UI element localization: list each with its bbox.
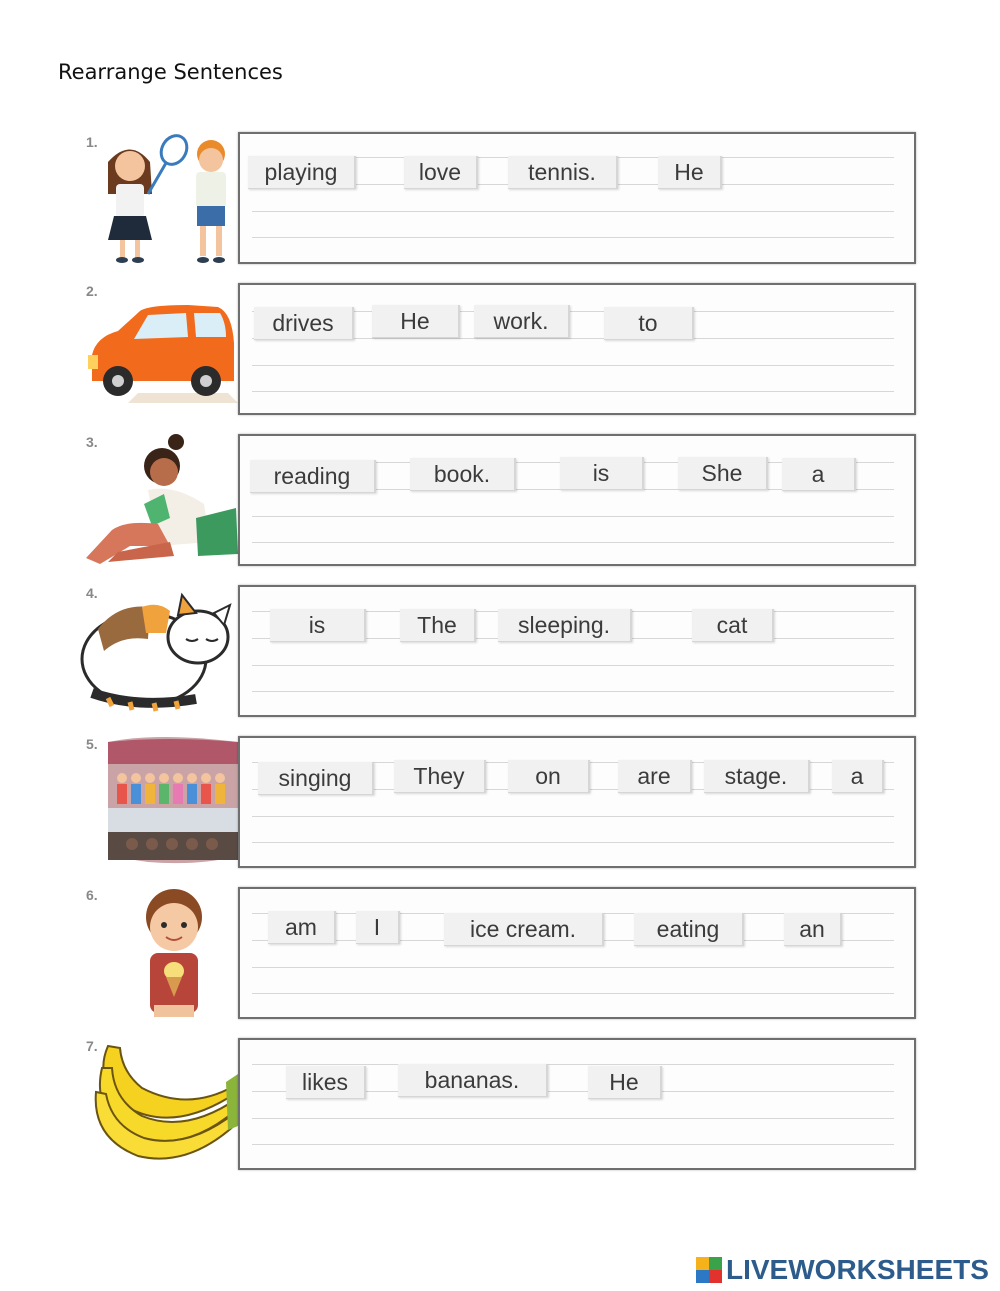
boy-ice-cream-icon bbox=[78, 887, 238, 1021]
word-tile[interactable]: playing bbox=[248, 156, 356, 189]
worksheet-title: Rearrange Sentences bbox=[58, 60, 283, 84]
answer-box[interactable] bbox=[238, 585, 916, 717]
word-tile[interactable]: love bbox=[404, 156, 478, 189]
word-tile[interactable]: is bbox=[560, 457, 644, 490]
answer-box[interactable] bbox=[238, 1038, 916, 1170]
word-tile[interactable]: bananas. bbox=[398, 1064, 548, 1097]
word-tile[interactable]: work. bbox=[474, 305, 570, 338]
answer-box[interactable] bbox=[238, 132, 916, 264]
exercise-6 bbox=[0, 887, 1000, 1021]
liveworksheets-logo-icon bbox=[696, 1257, 722, 1283]
exercise-5 bbox=[0, 736, 1000, 870]
word-tile[interactable]: likes bbox=[286, 1066, 366, 1099]
answer-box[interactable] bbox=[238, 887, 916, 1019]
word-tile[interactable]: are bbox=[618, 760, 692, 793]
answer-box[interactable] bbox=[238, 283, 916, 415]
word-tile[interactable]: to bbox=[604, 307, 694, 340]
exercise-number: 7. bbox=[86, 1038, 98, 1054]
word-tile[interactable]: ice cream. bbox=[444, 913, 604, 946]
exercise-number: 4. bbox=[86, 585, 98, 601]
word-tile[interactable]: a bbox=[832, 760, 884, 793]
exercise-number: 6. bbox=[86, 887, 98, 903]
exercise-2 bbox=[0, 283, 1000, 417]
word-tile[interactable]: eating bbox=[634, 913, 744, 946]
exercise-number: 3. bbox=[86, 434, 98, 450]
word-tile[interactable]: She bbox=[678, 457, 768, 490]
exercise-number: 5. bbox=[86, 736, 98, 752]
sleeping-cat-icon bbox=[78, 585, 238, 719]
word-tile[interactable]: tennis. bbox=[508, 156, 618, 189]
word-tile[interactable]: on bbox=[508, 760, 590, 793]
children-singing-icon bbox=[78, 736, 238, 870]
word-tile[interactable]: cat bbox=[692, 609, 774, 642]
bananas-icon bbox=[78, 1038, 238, 1172]
word-tile[interactable]: book. bbox=[410, 458, 516, 491]
word-tile[interactable]: The bbox=[400, 609, 476, 642]
word-tile[interactable]: am bbox=[268, 911, 336, 944]
word-tile[interactable]: drives bbox=[254, 307, 354, 340]
answer-box[interactable] bbox=[238, 736, 916, 868]
word-tile[interactable]: is bbox=[270, 609, 366, 642]
word-tile[interactable]: He bbox=[658, 156, 722, 189]
word-tile[interactable]: sleeping. bbox=[498, 609, 632, 642]
word-tile[interactable]: stage. bbox=[704, 760, 810, 793]
word-tile[interactable]: an bbox=[784, 913, 842, 946]
word-tile[interactable]: They bbox=[394, 760, 486, 793]
word-tile[interactable]: reading bbox=[250, 460, 376, 493]
word-tile[interactable]: I bbox=[356, 911, 400, 944]
exercise-number: 1. bbox=[86, 134, 98, 150]
exercise-4 bbox=[0, 585, 1000, 719]
exercise-3 bbox=[0, 434, 1000, 568]
word-tile[interactable]: He bbox=[372, 305, 460, 338]
exercise-7 bbox=[0, 1038, 1000, 1172]
kids-tennis-icon bbox=[78, 132, 238, 266]
exercise-number: 2. bbox=[86, 283, 98, 299]
word-tile[interactable]: singing bbox=[258, 762, 374, 795]
answer-box[interactable] bbox=[238, 434, 916, 566]
exercise-1 bbox=[0, 132, 1000, 266]
car-icon bbox=[78, 283, 238, 417]
word-tile[interactable]: a bbox=[782, 458, 856, 491]
word-tile[interactable]: He bbox=[588, 1066, 662, 1099]
liveworksheets-logo bbox=[696, 1253, 989, 1287]
logo-text: LIVEWORKSHEETS bbox=[726, 1254, 989, 1285]
girl-reading-icon bbox=[78, 434, 238, 568]
